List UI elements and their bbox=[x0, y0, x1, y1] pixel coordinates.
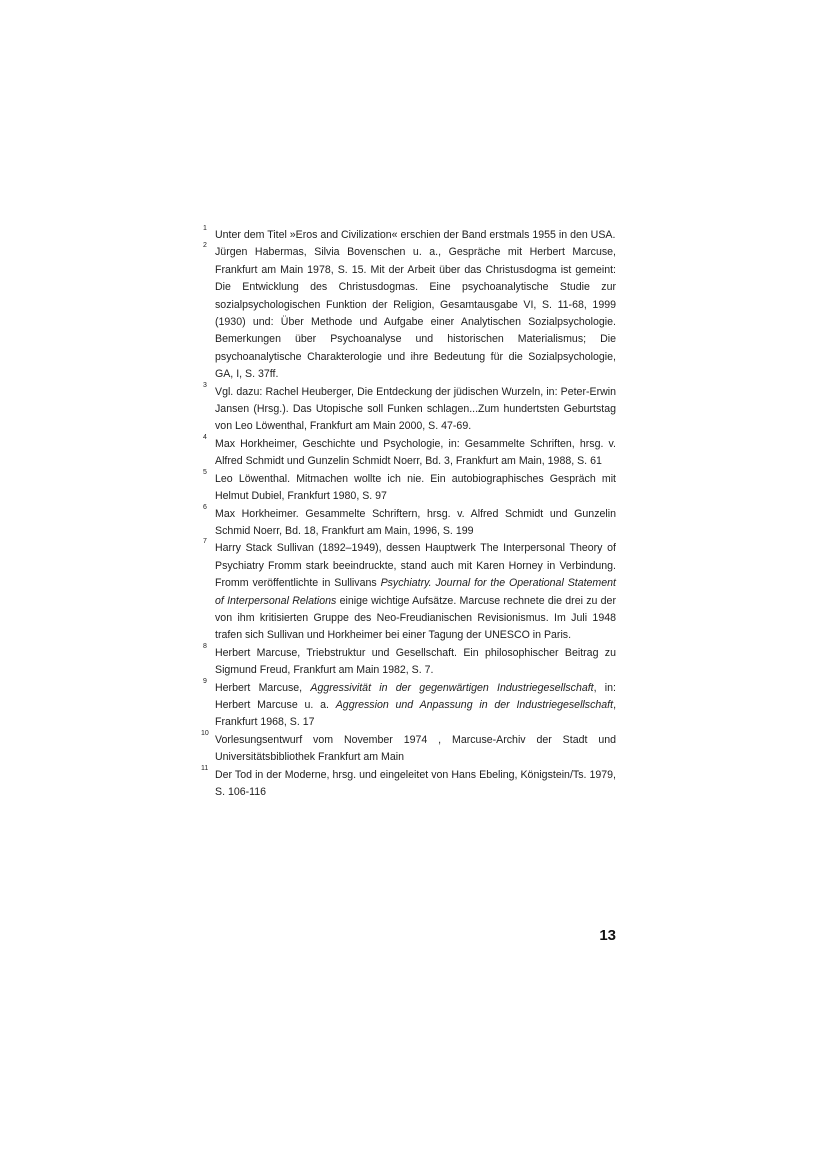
footnote bbox=[203, 227, 616, 244]
footnote bbox=[201, 764, 616, 802]
footnote-text-segment: Der Tod in der Moderne, hrsg. und eingeleitet von Hans Ebeling, Königstein/Ts. 1979, S. 106-116 bbox=[215, 768, 616, 798]
footnote-italic-title: Aggressivität in der gegenwärtigen Industriegesellschaft bbox=[310, 681, 594, 694]
footnote-marker: 11 bbox=[201, 764, 209, 772]
footnotes-section bbox=[203, 227, 616, 801]
footnote-text bbox=[215, 542, 616, 641]
footnote-text bbox=[215, 769, 616, 798]
footnote-text bbox=[215, 246, 616, 380]
footnote-text bbox=[215, 647, 616, 676]
footnote-text bbox=[215, 682, 616, 729]
footnote-marker: 2 bbox=[203, 242, 207, 250]
footnote bbox=[201, 729, 616, 767]
footnote-text-segment: Harry Stack Sullivan (1892–1949), dessen Hauptwerk The Interpersonal Theory of Psychiatry Fromm stark beeindruckte, stand auch mit Karen Horney in Verbindung. Fromm veröffentlichte in Sullivans bbox=[215, 542, 616, 590]
footnote-text bbox=[215, 229, 615, 241]
footnote bbox=[203, 642, 616, 680]
footnote-marker: 4 bbox=[203, 433, 207, 441]
footnote-text-segment: Leo Löwenthal. Mitmachen wollte ich nie. Ein autobiographisches Gespräch mit Helmut Dubiel, Frankfurt 1980, S. 97 bbox=[215, 472, 616, 503]
footnote bbox=[203, 503, 616, 541]
footnote-text bbox=[215, 734, 616, 763]
page-number: 13 bbox=[599, 927, 616, 944]
footnote-text bbox=[215, 508, 616, 537]
footnote-text-segment: Vgl. dazu: Rachel Heuberger, Die Entdeckung der jüdischen Wurzeln, in: Peter-Erwin Jansen (Hrsg.). Das Utopische soll Funken schlagen...Zum hundertsten Geburtstag von Leo Löwenthal, Frankfurt am Main 2000, S. 47-69. bbox=[215, 385, 616, 433]
footnote-italic-title: Aggression und Anpassung in der Industriegesellschaft bbox=[335, 698, 614, 711]
footnote-marker: 8 bbox=[203, 642, 207, 650]
footnote-text bbox=[215, 386, 616, 433]
footnote-marker: 7 bbox=[203, 538, 207, 546]
footnote-text-segment: Vorlesungsentwurf vom November 1974 , Marcuse-Archiv der Stadt und Universitätsbibliothek Frankfurt am Main bbox=[215, 733, 616, 764]
footnote-text-segment: einige wichtige Aufsätze. Marcuse rechnete die drei zu der von ihm kritisierten Gruppe des Neo-Freudianischen Revisionismus. Im Juli 1948 trafen sich Sullivan und Horkheimer bei einer Tagung der UNESCO in Paris. bbox=[215, 594, 616, 642]
footnote-italic-title: Psychiatry. Journal for the Operational Statement of Interpersonal Relations bbox=[215, 577, 616, 607]
footnote-marker: 9 bbox=[203, 677, 207, 685]
footnote bbox=[203, 540, 616, 644]
footnote bbox=[203, 381, 616, 436]
footnote bbox=[203, 433, 616, 471]
footnote bbox=[203, 244, 616, 383]
footnote-text-segment: Max Horkheimer. Gesammelte Schriftern, hrsg. v. Alfred Schmidt und Gunzelin Schmid Noerr, Bd. 18, Frankfurt am Main, 1996, S. 199 bbox=[215, 507, 616, 537]
footnote-text-segment: Jürgen Habermas, Silvia Bovenschen u. a., Gespräche mit Herbert Marcuse, Frankfurt am Main 1978, S. 15. Mit der Arbeit über das Christusdogma ist gemeint: Die Entwicklung des Christusdogmas. Eine psychoanalytische Studie zur sozialpsychologischen Funktion der Religion, Gesamtausgabe VI, S. 11-68, 1999 (1930) und: Über Methode und Aufgabe einer Analytischen Sozialpsychologie. Bemerkungen über Psychoanalyse und historischen Materialismus; Die psychoanalytische Charakterologie und ihre Bedeutung für die Sozialpsychologie, GA, I, S. 37ff. bbox=[215, 246, 616, 381]
footnote-text bbox=[215, 438, 616, 467]
footnote-marker: 3 bbox=[203, 381, 207, 389]
footnote-text-segment: Max Horkheimer, Geschichte und Psychologie, in: Gesammelte Schriften, hrsg. v. Alfred Schmidt und Gunzelin Schmidt Noerr, Bd. 3, Frankfurt am Main, 1988, S. 61 bbox=[215, 437, 616, 468]
footnote-marker: 6 bbox=[203, 503, 207, 511]
footnote-text-segment: Herbert Marcuse, Triebstruktur und Gesellschaft. Ein philosophischer Beitrag zu Sigmund Freud, Frankfurt am Main 1982, S. 7. bbox=[215, 646, 616, 677]
footnote bbox=[203, 468, 616, 506]
footnote-text-segment: , Frankfurt 1968, S. 17 bbox=[215, 698, 617, 729]
footnote-marker: 10 bbox=[201, 729, 209, 737]
footnote bbox=[203, 677, 617, 732]
footnote-marker: 1 bbox=[203, 225, 207, 232]
footnote-marker: 5 bbox=[203, 468, 207, 476]
footnote-text-segment: , in: Herbert Marcuse u. a. bbox=[215, 681, 616, 711]
footnote-text-segment: Unter dem Titel »Eros and Civilization« erschien der Band erstmals 1955 in den USA. bbox=[215, 229, 616, 241]
footnote-text-segment: Herbert Marcuse, bbox=[215, 681, 311, 694]
footnote-text bbox=[215, 473, 616, 502]
